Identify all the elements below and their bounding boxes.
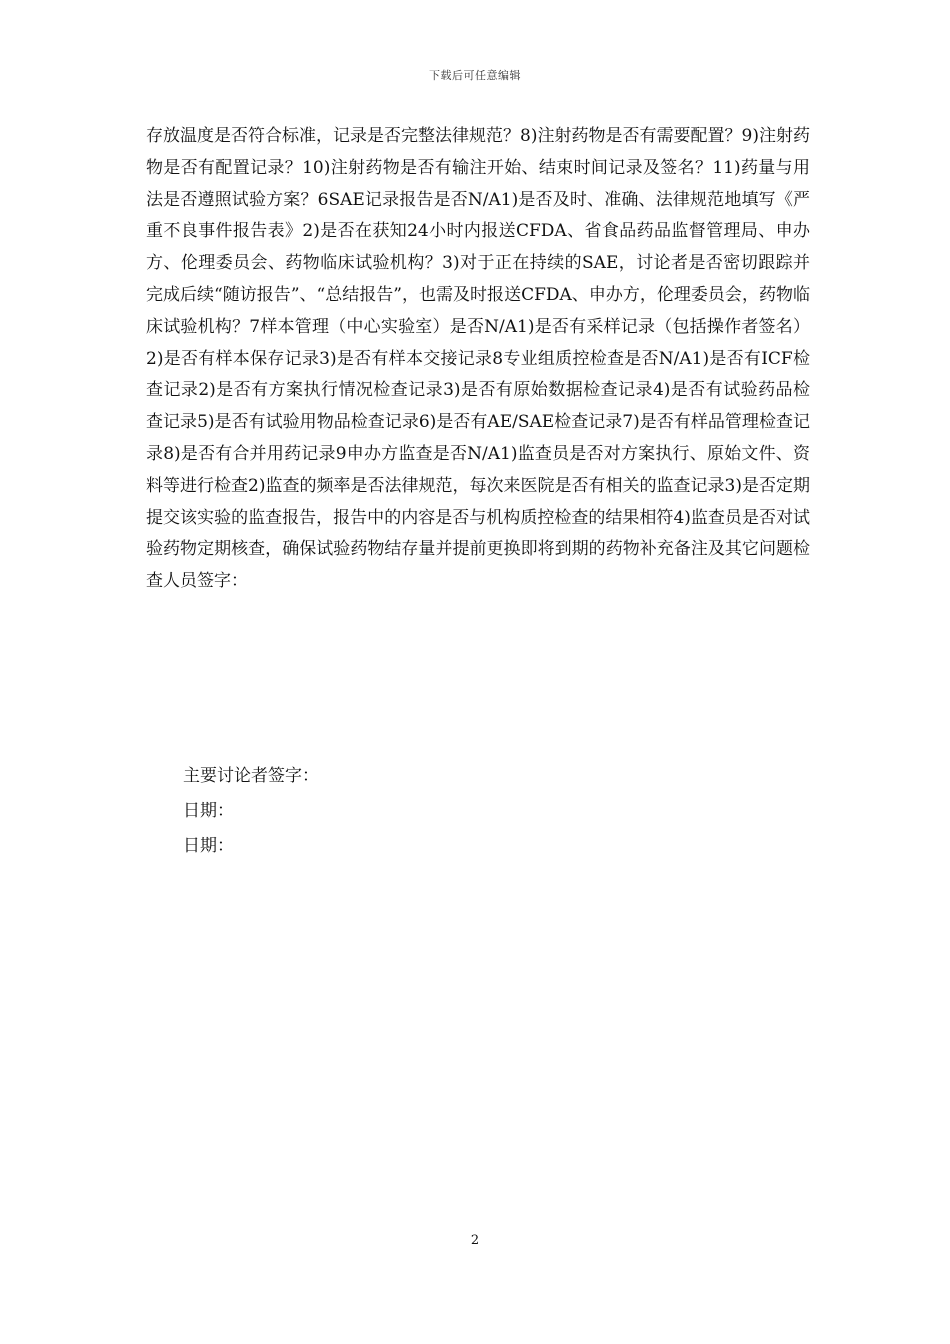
page-header-note: 下载后可任意编辑	[429, 69, 521, 82]
discussant-signature-label: 主要讨论者签字：	[183, 766, 319, 786]
signature-block	[183, 759, 319, 864]
date-label: 日期：	[183, 801, 234, 821]
page-number: 2	[470, 1233, 480, 1248]
body-paragraph: 存放温度是否符合标准，记录是否完整法律规范？8)注射药物是否有需要配置？9)注射药物是否有配置记录？10)注射药物是否有输注开始、结束时间记录及签名？11)药量与用法是否遵照试验方案？6SAE记录报告是否N/A1)是否及时、准确、法律规范地填写《严重不良事件报告表》2)是否在获知24小时内报送CFDA、省食品药品监督管理局、申办方、伦理委员会、药物临床试验机构？3)对于正在持续的SAE，讨论者是否密切跟踪并完成后续“随访报告”、“总结报告”，也需及时报送CFDA、申办方，伦理委员会，药物临床试验机构？7样本管理（中心实验室）是否N/A1)是否有采样记录（包括操作者签名）2)是否有样本保存记录3)是否有样本交接记录8专业组质控检查是否N/A1)是否有ICF检查记录2)是否有方案执行情况检查记录3)是否有原始数据检查记录4)是否有试验药品检查记录5)是否有试验用物品检查记录6)是否有AE/SAE检查记录7)是否有样品管理检查记录8)是否有合并用药记录9申办方监查是否N/A1)监查员是否对方案执行、原始文件、资料等进行检查2)监查的频率是否法律规范，每次来医院是否有相关的监查记录3)是否定期提交该实验的监查报告，报告中的内容是否与机构质控检查的结果相符4)监查员是否对试验药物定期核查，确保试验药物结存量并提前更换即将到期的药物补充备注及其它问题检查人员签字：	[146, 126, 810, 592]
date-label: 日期：	[183, 836, 234, 856]
